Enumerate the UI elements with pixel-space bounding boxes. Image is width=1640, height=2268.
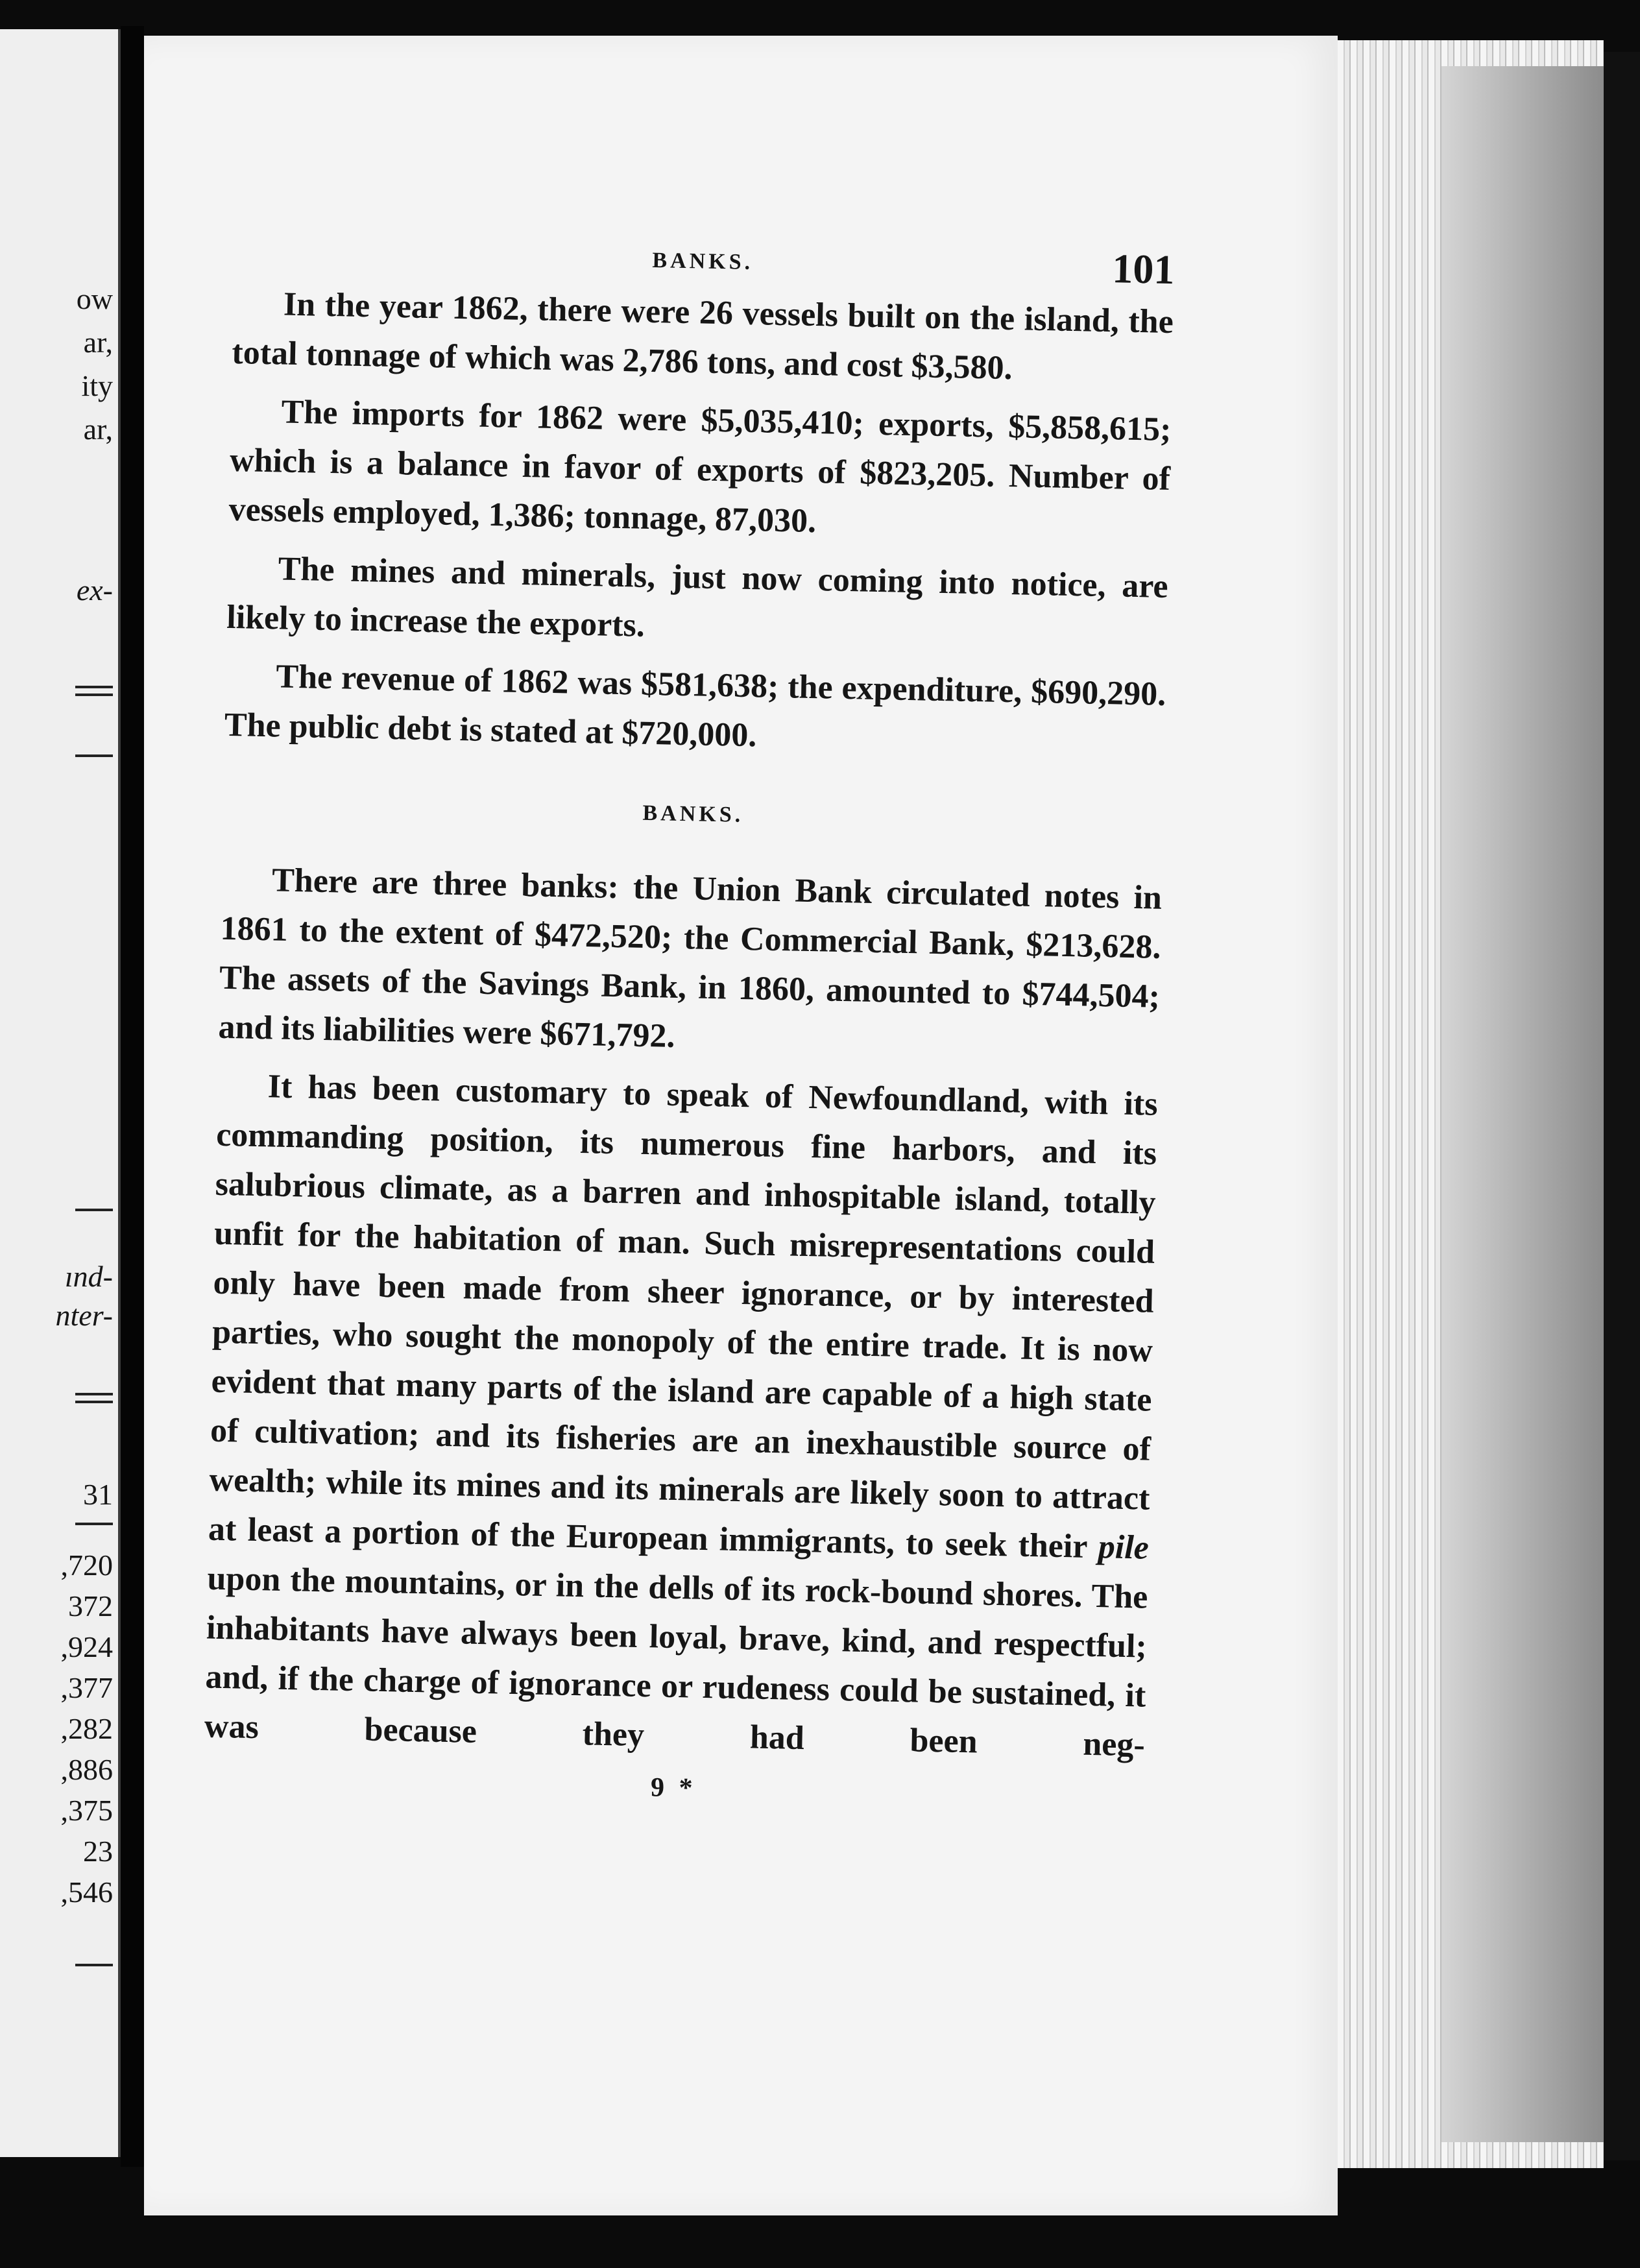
- left-rule: [75, 686, 113, 688]
- left-fragment: ex-: [76, 573, 113, 607]
- book-gutter: [121, 26, 144, 2167]
- left-fragment: ow: [76, 282, 113, 315]
- left-rule: [75, 1401, 113, 1403]
- section-heading-banks: BANKS.: [642, 801, 744, 827]
- page-edges: [1338, 40, 1604, 2168]
- left-fragment: ity: [81, 369, 113, 402]
- left-fragment: ,282: [60, 1712, 113, 1745]
- paragraph-mines: The mines and minerals, just now coming into notice, are likely to increase the exports.: [226, 550, 1169, 644]
- left-fragment: ,546: [60, 1876, 113, 1909]
- left-rule: [75, 1523, 113, 1525]
- left-fragment: ınd-: [64, 1260, 113, 1293]
- left-fragment: ar,: [83, 413, 113, 446]
- left-rule: [75, 1964, 113, 1966]
- paragraph-imports: The imports for 1862 were $5,035,410; exports, $5,858,615; which is a balance in favor of exports of $823,205. Number of vessels employed, 1,386; tonnage, 87,030.: [228, 393, 1172, 540]
- left-fragment: ,886: [60, 1753, 113, 1786]
- paragraph-vessels: In the year 1862, there were 26 vessels built on the island, the total tonnage of which was 2,786 tons, and cost $3,580.: [231, 285, 1174, 387]
- page-number: 101: [1111, 245, 1176, 293]
- signature-mark: 9 *: [650, 1772, 697, 1804]
- left-fragment: 372: [68, 1589, 113, 1623]
- left-fragment: ,924: [60, 1630, 113, 1663]
- paragraph-banks: There are three banks: the Union Bank circulated notes in 1861 to the extent of $472,520; the Commercial Bank, $213,628. The assets of the Savings Bank, in 1860, amounted to $744,504; and its liabilities were $671,792.: [218, 862, 1163, 1055]
- left-rule: [75, 754, 113, 757]
- italic-word: pile: [1098, 1528, 1150, 1567]
- left-rule: [75, 1393, 113, 1395]
- running-head-title: BANKS.: [652, 248, 754, 275]
- edge-shadow: [1604, 52, 1640, 2160]
- paragraph-text: upon the mountains, or in the dells of its rock-bound shores. The inhabitants have always been loyal, brave, kind, and respectful; and, if the charge of ignorance or rudeness could be sustained, it was because they had been neg-: [204, 1560, 1148, 1764]
- left-fragment: ,720: [60, 1549, 113, 1582]
- left-fragment: nter-: [55, 1299, 113, 1332]
- left-fragment: 31: [83, 1478, 113, 1511]
- left-fragment: ,377: [60, 1671, 113, 1704]
- left-rule: [75, 1209, 113, 1211]
- book-page: [144, 36, 1338, 2215]
- paragraph-revenue: The revenue of 1862 was $581,638; the expenditure, $690,290. The public debt is stated at $720,000.: [224, 658, 1166, 754]
- page-content: [203, 208, 1176, 1813]
- left-fragment: ar,: [83, 326, 113, 359]
- left-rule: [75, 694, 113, 696]
- left-fragment: ,375: [60, 1794, 113, 1827]
- paragraph-newfoundland: [204, 1061, 1158, 1770]
- paragraph-text: It has been customary to speak of Newfoundland, with its commanding position, its numerous fine harbors, and its salubrious climate, as a barren and inhospitable island, totally unfit for the habitation of man. Such misrepresentations could only have been made from sheer ignorance, or by interested parties, who sought the monopoly of the entire trade. It is now evident that many parts of the island are capable of a high state of cultivation; and its fisheries are an inexhaustible source of wealth; while its mines and its minerals are likely soon to attract at least a portion of the European immigrants, to seek their: [208, 1068, 1159, 1565]
- facing-page-fragment: [0, 29, 121, 2157]
- left-fragment: 23: [83, 1835, 113, 1868]
